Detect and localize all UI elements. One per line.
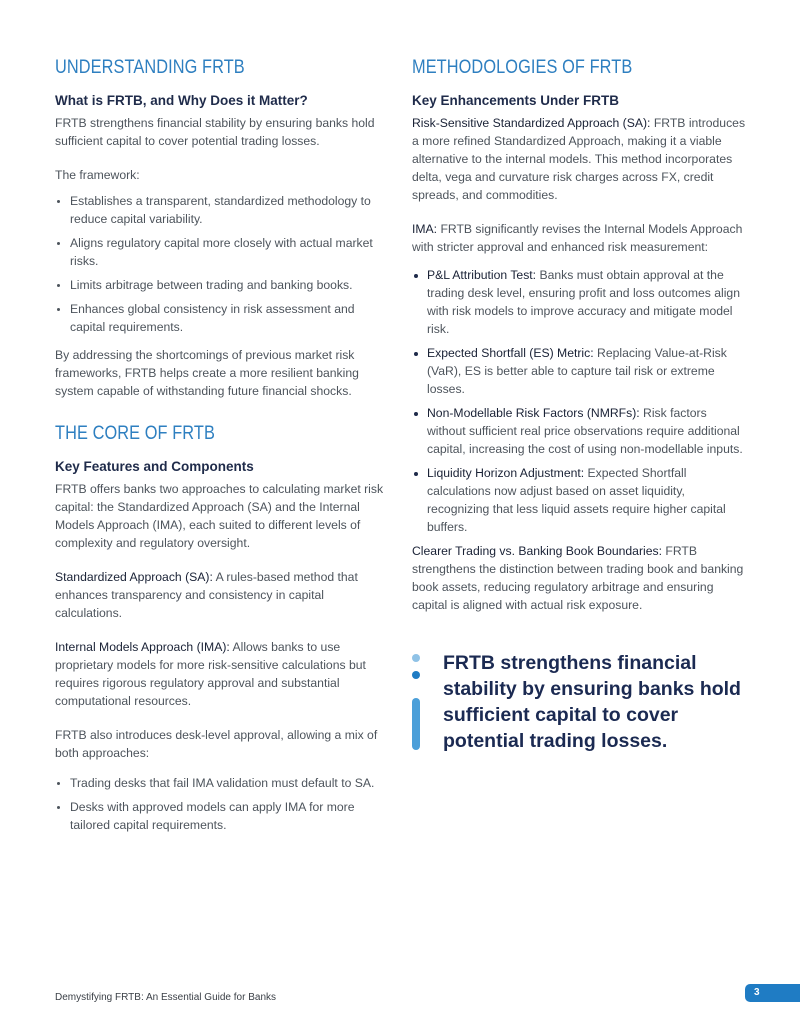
approaches-paragraph: FRTB offers banks two approaches to calculating market risk capital: the Standardized Approach (SA) and the Internal Models Approach (IMA), each suited to different levels of complexity and regulatory oversight. <box>55 482 384 550</box>
boundaries-paragraph <box>412 542 748 614</box>
subtitle-key-features: Key Features and Components <box>55 459 254 474</box>
ima-revision-text: FRTB significantly revises the Internal Models Approach with stricter approval and enhanced risk measurement: <box>412 222 743 254</box>
bullet-text: Replacing Value-at-Risk (VaR), ES is better able to capture tail risk or extreme losses. <box>427 346 727 396</box>
ima-enhancements-list <box>412 266 748 536</box>
ima-short-label: IMA: <box>412 222 438 236</box>
right-column <box>412 56 748 614</box>
list-item <box>412 464 748 536</box>
rssa-label: Risk-Sensitive Standardized Approach (SA): <box>412 116 651 130</box>
list-item: Limits arbitrage between trading and banking books. <box>55 276 387 294</box>
intro-paragraph: FRTB strengthens financial stability by ensuring banks hold sufficient capital to cover potential trading losses. <box>55 116 375 148</box>
subtitle-what-is-frtb: What is FRTB, and Why Does it Matter? <box>55 93 308 108</box>
framework-label: The framework: <box>55 168 140 182</box>
desk-level-paragraph: FRTB also introduces desk-level approval, allowing a mix of both approaches: <box>55 728 378 760</box>
bullet-label: P&L Attribution Test: <box>427 268 537 282</box>
accent-bar-icon <box>412 698 420 750</box>
closing-paragraph: By addressing the shortcomings of previous market risk frameworks, FRTB helps create a more resilient banking system capable of withstanding future financial shocks. <box>55 348 359 398</box>
rssa-paragraph <box>412 114 748 204</box>
subtitle-key-enhancements: Key Enhancements Under FRTB <box>412 93 620 108</box>
left-column <box>55 56 387 840</box>
list-item: Trading desks that fail IMA validation must default to SA. <box>55 774 387 792</box>
pull-quote-text: FRTB strengthens financial stability by ensuring banks hold sufficient capital to cover potential trading losses. <box>443 652 741 752</box>
ima-label: Internal Models Approach (IMA): <box>55 640 230 654</box>
list-item <box>412 344 748 398</box>
section-title-methodologies: METHODOLOGIES OF FRTB <box>412 57 633 78</box>
footer-document-title: Demystifying FRTB: An Essential Guide for Banks <box>55 992 277 1003</box>
list-item: Enhances global consistency in risk assessment and capital requirements. <box>55 300 387 336</box>
ima-paragraph <box>55 638 387 710</box>
list-item <box>412 404 748 458</box>
bullet-text: Expected Shortfall calculations now adjust based on asset liquidity, recognizing that less liquid assets require higher capital buffers. <box>427 466 726 534</box>
desk-list <box>55 774 387 834</box>
list-item <box>412 266 748 338</box>
bullet-label: Expected Shortfall (ES) Metric: <box>427 346 594 360</box>
bullet-text: Risk factors without sufficient real price observations require additional capital, increasing the cost of using non-modellable inputs. <box>427 406 743 456</box>
light-dot-icon <box>412 654 420 662</box>
bullet-label: Liquidity Horizon Adjustment: <box>427 466 585 480</box>
quote-decoration-icon <box>412 650 422 754</box>
boundaries-label: Clearer Trading vs. Banking Book Boundaries: <box>412 544 662 558</box>
sa-label: Standardized Approach (SA): <box>55 570 213 584</box>
section-title-core: THE CORE OF FRTB <box>55 423 215 444</box>
page-number-badge: 3 <box>745 984 800 1002</box>
framework-list <box>55 192 387 336</box>
list-item: Establishes a transparent, standardized methodology to reduce capital variability. <box>55 192 387 228</box>
sa-paragraph <box>55 568 387 622</box>
list-item: Desks with approved models can apply IMA for more tailored capital requirements. <box>55 798 387 834</box>
boundaries-text: FRTB strengthens the distinction between trading book and banking book assets, reducing regulatory arbitrage and ensuring capital is aligned with actual risk exposure. <box>412 544 744 612</box>
bullet-label: Non-Modellable Risk Factors (NMRFs): <box>427 406 640 420</box>
section-title-understanding: UNDERSTANDING FRTB <box>55 57 245 78</box>
ima-text: Allows banks to use proprietary models for more risk-sensitive calculations but requires rigorous regulatory approval and substantial computational resources. <box>55 640 366 708</box>
sa-text: A rules-based method that enhances transparency and consistency in capital calculations. <box>55 570 358 620</box>
bullet-text: Banks must obtain approval at the trading desk level, ensuring profit and loss outcomes align with risk models to improve accuracy and mitigate model risk. <box>427 268 740 336</box>
dark-dot-icon <box>412 671 420 679</box>
rssa-text: FRTB introduces a more refined Standardized Approach, making it a viable alternative to the internal models. This method incorporates delta, vega and curvature risk charges across FX, credit spreads, and commodities. <box>412 116 746 202</box>
ima-revision-paragraph <box>412 220 748 256</box>
list-item: Aligns regulatory capital more closely with actual market risks. <box>55 234 387 270</box>
